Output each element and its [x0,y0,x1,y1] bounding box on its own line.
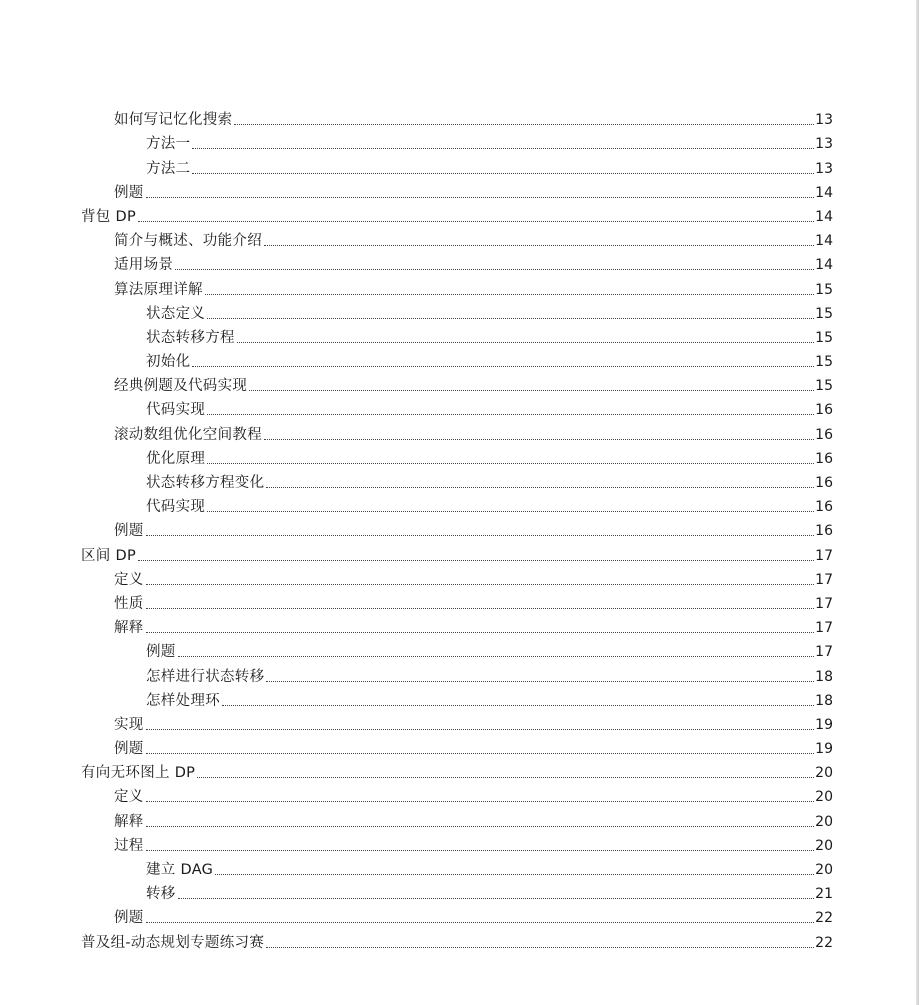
toc-dot-leader [146,753,815,754]
toc-entry[interactable] [0,204,919,228]
toc-entry-page-number: 20 [815,862,833,878]
toc-entry-page-number: 15 [815,281,833,298]
toc-entry-title: 背包 DP [81,208,137,225]
toc-entry-title: 性质 [114,595,144,612]
toc-entry-page-number: 16 [815,475,833,491]
toc-entry-title: 有向无环图上 DP [81,765,196,782]
toc-entry-title: 如何写记忆化搜索 [114,112,233,129]
toc-entry[interactable] [0,131,919,155]
toc-entry[interactable] [0,688,919,712]
toc-dot-leader [264,245,814,246]
toc-entry-page-number: 20 [815,813,833,830]
toc-dot-leader [266,681,814,682]
toc-entry-title: 例题 [114,184,144,201]
toc-entry[interactable] [0,494,919,518]
toc-entry-title: 适用场景 [114,257,174,274]
toc-entry[interactable] [0,857,919,881]
toc-entry-title: 代码实现 [146,402,206,419]
toc-entry[interactable] [0,301,919,325]
toc-entry-page-number: 17 [815,595,833,612]
toc-entry-page-number: 21 [815,886,833,903]
toc-entry-title: 例题 [114,741,144,758]
toc-entry[interactable] [0,373,919,397]
table-of-contents [0,107,919,954]
toc-entry[interactable] [0,615,919,639]
toc-dot-leader [207,511,814,512]
toc-entry-title: 方法二 [146,160,191,177]
toc-dot-leader [175,269,814,270]
toc-dot-leader [178,656,815,657]
toc-dot-leader [192,148,814,149]
toc-entry-title: 状态转移方程 [146,329,235,346]
toc-entry-title: 定义 [114,571,144,588]
toc-entry-title: 状态转移方程变化 [146,475,265,491]
toc-entry-page-number: 22 [815,934,833,951]
toc-entry-title: 怎样处理环 [146,692,220,709]
toc-dot-leader [207,318,814,319]
toc-entry[interactable] [0,542,919,566]
toc-dot-leader [222,705,814,706]
toc-entry[interactable] [0,784,919,808]
toc-dot-leader [264,439,814,440]
toc-entry[interactable] [0,276,919,300]
toc-entry-page-number: 18 [815,668,833,685]
toc-entry-title: 状态定义 [146,305,206,322]
toc-entry-page-number: 16 [815,450,833,467]
toc-entry-page-number: 22 [815,910,833,927]
toc-dot-leader [207,463,814,464]
toc-entry-title: 怎样进行状态转移 [146,668,265,685]
toc-entry-page-number: 16 [815,402,833,419]
toc-entry-title: 优化原理 [146,450,206,467]
toc-entry-page-number: 20 [815,765,833,782]
toc-entry-title: 例题 [114,523,144,540]
toc-entry-page-number: 13 [815,136,833,153]
toc-dot-leader [146,826,815,827]
toc-entry[interactable] [0,663,919,687]
toc-entry-title: 算法原理详解 [114,281,203,298]
toc-entry[interactable] [0,421,919,445]
toc-entry[interactable] [0,397,919,421]
toc-entry[interactable] [0,518,919,542]
toc-entry-page-number: 14 [815,257,833,274]
toc-dot-leader [178,898,815,899]
toc-entry-page-number: 16 [815,499,833,516]
toc-entry-page-number: 16 [815,426,833,443]
toc-entry[interactable] [0,107,919,131]
toc-entry-title: 代码实现 [146,499,206,516]
toc-entry[interactable] [0,712,919,736]
toc-entry[interactable] [0,252,919,276]
toc-entry-page-number: 15 [815,354,833,371]
toc-dot-leader [249,390,814,391]
toc-entry-title: 区间 DP [81,547,137,564]
toc-dot-leader [197,777,814,778]
toc-dot-leader [234,124,814,125]
toc-dot-leader [146,922,815,923]
toc-entry-page-number: 14 [815,184,833,201]
toc-entry-page-number: 15 [815,329,833,346]
toc-dot-leader [207,414,814,415]
toc-entry-title: 简介与概述、功能介绍 [114,233,262,250]
toc-dot-leader [192,173,814,174]
toc-entry[interactable] [0,228,919,252]
toc-entry-title: 例题 [146,644,176,661]
toc-entry-page-number: 13 [815,112,833,129]
toc-entry-title: 普及组-动态规划专题练习赛 [81,934,265,951]
toc-dot-leader [138,560,814,561]
toc-entry-page-number: 15 [815,305,833,322]
toc-entry-title: 初始化 [146,354,191,371]
toc-entry[interactable] [0,760,919,784]
toc-entry-title: 解释 [114,813,144,830]
toc-entry-page-number: 16 [815,523,833,540]
toc-entry[interactable] [0,155,919,179]
toc-entry-title: 实现 [114,716,144,733]
toc-entry[interactable] [0,591,919,615]
toc-entry[interactable] [0,567,919,591]
toc-entry-page-number: 17 [815,644,833,661]
toc-dot-leader [146,197,815,198]
toc-entry[interactable] [0,929,919,953]
toc-entry-page-number: 19 [815,716,833,733]
toc-entry[interactable] [0,639,919,663]
toc-entry[interactable] [0,470,919,494]
toc-dot-leader [266,487,814,488]
toc-dot-leader [266,947,814,948]
toc-entry-title: 例题 [114,910,144,927]
toc-entry-page-number: 13 [815,160,833,177]
toc-entry-page-number: 20 [815,837,833,854]
toc-entry-page-number: 19 [815,741,833,758]
toc-entry[interactable] [0,808,919,832]
toc-entry-page-number: 14 [815,208,833,225]
toc-entry-title: 建立 DAG [146,862,214,878]
toc-dot-leader [146,801,815,802]
toc-entry[interactable] [0,446,919,470]
toc-entry[interactable] [0,736,919,760]
toc-entry-page-number: 17 [815,620,833,637]
toc-entry-title: 解释 [114,620,144,637]
toc-dot-leader [146,729,815,730]
toc-entry[interactable] [0,905,919,929]
toc-entry[interactable] [0,325,919,349]
toc-entry-title: 滚动数组优化空间教程 [114,426,262,443]
toc-entry-page-number: 15 [815,378,833,395]
toc-entry[interactable] [0,180,919,204]
toc-entry-page-number: 17 [815,571,833,588]
toc-entry-page-number: 14 [815,233,833,250]
toc-dot-leader [146,535,815,536]
toc-dot-leader [192,366,814,367]
toc-entry[interactable] [0,349,919,373]
toc-dot-leader [205,294,814,295]
toc-dot-leader [237,342,814,343]
toc-entry-page-number: 20 [815,789,833,806]
toc-entry[interactable] [0,881,919,905]
toc-entry-page-number: 17 [815,547,833,564]
toc-entry-title: 经典例题及代码实现 [114,378,248,395]
toc-dot-leader [146,584,815,585]
toc-dot-leader [146,632,815,633]
toc-entry-page-number: 18 [815,692,833,709]
toc-entry-title: 转移 [146,886,176,903]
toc-dot-leader [215,874,814,875]
toc-entry-title: 定义 [114,789,144,806]
toc-dot-leader [146,850,815,851]
toc-dot-leader [146,608,815,609]
toc-entry[interactable] [0,833,919,857]
toc-entry-title: 方法一 [146,136,191,153]
toc-entry-title: 过程 [114,837,144,854]
toc-dot-leader [138,221,814,222]
